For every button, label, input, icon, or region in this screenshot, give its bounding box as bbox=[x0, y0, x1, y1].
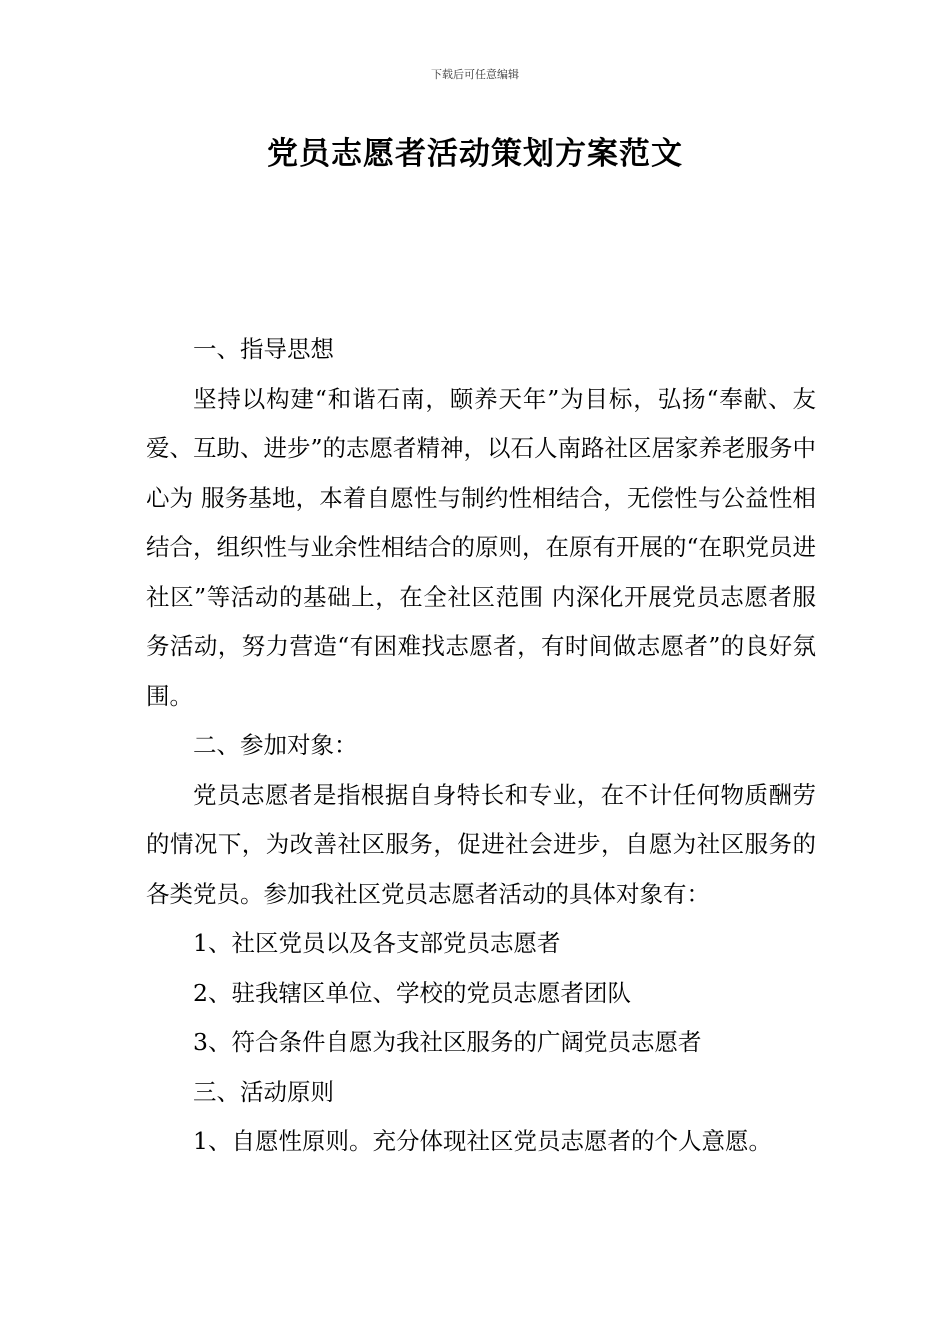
section-heading: 二、参加对象： bbox=[193, 731, 358, 759]
paragraph: 坚持以构建“和谐石南，颐养天年”为目标，弘扬“奉献、友爱、互助、进步”的志愿者精神，以石人南路社区居家养老服务中心为 服务基地，本着自愿性与制约性相结合，无偿性与公益性相结合，组织性与业余性相结合的原则，在原有开展的“在职党员进社区”等活动的基础上，在全社区范围 内深化开展党员志愿者服务活动，努力营造“有困难找志愿者，有时间做志愿者”的良好氛围。 bbox=[146, 384, 817, 710]
header-note: 下载后可任意编辑 bbox=[431, 68, 519, 81]
document-body bbox=[146, 325, 816, 1167]
paragraph: 党员志愿者是指根据自身特长和专业，在不计任何物质酬劳的情况下，为改善社区服务，促进社会进步，自愿为社区服务的各类党员。参加我社区党员志愿者活动的具体对象有： bbox=[146, 780, 816, 908]
list-item: 2、驻我辖区单位、学校的党员志愿者团队 bbox=[193, 978, 631, 1007]
section-heading: 三、活动原则 bbox=[193, 1077, 334, 1106]
list-item: 3、符合条件自愿为我社区服务的广阔党员志愿者 bbox=[193, 1028, 702, 1056]
section-heading: 一、指导思想 bbox=[193, 335, 334, 363]
list-item: 1、社区党员以及各支部党员志愿者 bbox=[193, 929, 561, 957]
list-item: 1、自愿性原则。充分体现社区党员志愿者的个人意愿。 bbox=[193, 1127, 772, 1155]
document-title: 党员志愿者活动策划方案范文 bbox=[267, 136, 683, 172]
